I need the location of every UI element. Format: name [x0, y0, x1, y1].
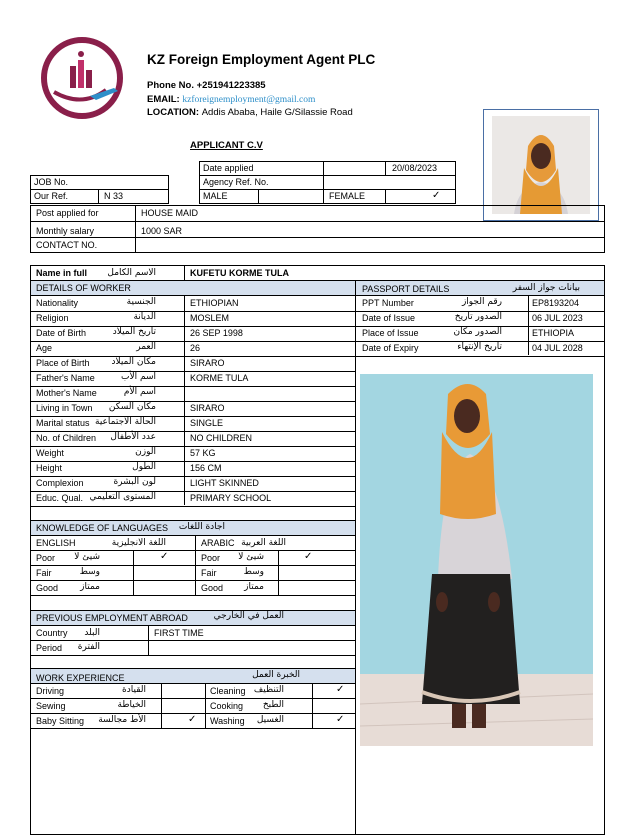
detail-label-ar: لون البشرة	[113, 477, 156, 487]
detail-value: 57 KG	[190, 448, 216, 458]
passport-heading-ar: بيانات جواز السفر	[512, 283, 580, 293]
passport-value: 06 JUL 2023	[532, 313, 583, 323]
detail-label-ar: مكان السكن	[108, 402, 156, 412]
passport-label: Date of Expiry	[362, 343, 419, 353]
passport-label: PPT Number	[362, 298, 414, 308]
country-label-ar: البلد	[84, 628, 100, 638]
detail-label: Living in Town	[36, 403, 93, 413]
female-checkmark: ✓	[432, 190, 441, 201]
agency-ref-label: Agency Ref. No.	[203, 177, 269, 187]
languages-heading: KNOWLEDGE OF LANGUAGES	[36, 523, 169, 533]
detail-label-ar: العمر	[136, 342, 156, 352]
detail-label: Mother's Name	[36, 388, 97, 398]
detail-value: ETHIOPIAN	[190, 298, 239, 308]
work-left-checkmark: ✓	[188, 714, 197, 725]
language-level-label: Poor	[201, 553, 221, 563]
language-level-ar: شيئ لا	[238, 552, 264, 562]
work-left-ar: الأط مجالسة	[98, 715, 146, 725]
work-right-label: Cleaning	[210, 686, 246, 696]
detail-value: SIRARO	[190, 358, 225, 368]
period-label-ar: الفترة	[77, 642, 100, 652]
passport-label: Place of Issue	[362, 328, 419, 338]
gender-row-box	[199, 189, 456, 204]
detail-label: Weight	[36, 448, 64, 458]
work-right-ar: الطبخ	[262, 700, 284, 710]
post-applied-value: HOUSE MAID	[141, 208, 199, 218]
detail-label-ar: عدد الأطفال	[110, 432, 156, 442]
language-level-ar: ممتاز	[80, 582, 100, 592]
detail-col-divider	[184, 295, 185, 505]
location-value: Addis Ababa, Haile G/Silassie Road	[201, 107, 353, 118]
detail-label-ar: المستوى التعليمي	[89, 492, 156, 502]
passport-label-ar: الصدور تاريخ	[454, 312, 502, 322]
passport-value: 04 JUL 2028	[532, 343, 583, 353]
english-label: ENGLISH	[36, 538, 76, 548]
date-applied-value: 20/08/2023	[392, 163, 438, 173]
language-level-ar: شيئ لا	[74, 552, 100, 562]
company-email-line	[147, 94, 315, 105]
company-logo	[40, 36, 124, 120]
detail-value: KORME TULA	[190, 373, 249, 383]
salary-value: 1000 SAR	[141, 226, 183, 236]
language-level-label: Good	[201, 583, 224, 593]
job-no-label: JOB No.	[34, 177, 69, 187]
country-label: Country	[36, 628, 68, 638]
email-link[interactable]: kzforeignemployment@gmail.com	[182, 95, 316, 105]
detail-label-ar: الحالة الاجتماعية	[95, 417, 156, 427]
language-level-label: Fair	[201, 568, 217, 578]
contact-row	[30, 237, 605, 253]
detail-value: PRIMARY SCHOOL	[190, 493, 272, 503]
detail-label-ar: اسم الأب	[121, 372, 156, 382]
work-right-ar: التنظيف	[253, 685, 284, 695]
arabic-checkmark: ✓	[304, 551, 313, 562]
phone-number: +251941223385	[196, 80, 266, 91]
detail-value: 26	[190, 343, 201, 353]
languages-heading-ar: اجادة اللغات	[178, 522, 225, 532]
work-right-ar: الغسيل	[256, 715, 284, 725]
detail-value: 156 CM	[190, 463, 222, 473]
details-heading: DETAILS OF WORKER	[36, 283, 131, 293]
work-left-ar: الخياطة	[117, 700, 146, 710]
passport-heading: PASSPORT DETAILS	[362, 284, 450, 294]
detail-label-ar: الطول	[132, 462, 156, 472]
applicant-photo-full	[360, 374, 593, 746]
language-divider	[30, 595, 355, 596]
language-level-ar: وسط	[243, 567, 264, 577]
document-title: APPLICANT C.V	[190, 140, 263, 151]
work-heading-ar: الخبرة العمل	[252, 670, 300, 680]
our-ref-label: Our Ref.	[34, 191, 69, 201]
work-divider	[30, 713, 355, 714]
name-value: KUFETU KORME TULA	[190, 268, 289, 278]
detail-label: Educ. Qual.	[36, 493, 84, 503]
salary-row	[30, 221, 605, 238]
female-label: FEMALE	[329, 191, 366, 201]
country-value: FIRST TIME	[154, 628, 204, 638]
language-level-label: Poor	[36, 553, 56, 563]
period-label: Period	[36, 643, 63, 653]
work-right-label: Washing	[210, 716, 245, 726]
detail-label: Marital status	[36, 418, 90, 428]
passport-label-ar: تاريخ الإنتهاء	[457, 342, 502, 352]
passport-value: EP8193204	[532, 298, 580, 308]
detail-label: Complexion	[36, 478, 84, 488]
name-label: Name in full	[36, 268, 88, 278]
company-name: KZ Foreign Employment Agent PLC	[147, 52, 376, 67]
contact-label: CONTACT NO.	[36, 240, 98, 250]
detail-label-ar: الديانة	[133, 312, 156, 322]
detail-label: Date of Birth	[36, 328, 87, 338]
work-right-label: Cooking	[210, 701, 244, 711]
detail-label-ar: الوزن	[135, 447, 156, 457]
detail-value: SIRARO	[190, 403, 225, 413]
language-level-ar: ممتاز	[244, 582, 264, 592]
work-left-label: Baby Sitting	[36, 716, 85, 726]
detail-label: Age	[36, 343, 53, 353]
work-heading: WORK EXPERIENCE	[36, 673, 125, 683]
our-ref-value: N 33	[104, 191, 124, 201]
male-label: MALE	[203, 191, 228, 201]
date-applied-label: Date applied	[203, 163, 254, 173]
language-divider	[30, 565, 355, 566]
detail-label: Nationality	[36, 298, 79, 308]
detail-divider	[30, 506, 355, 507]
passport-col-divider	[528, 295, 529, 355]
passport-divider	[355, 356, 605, 357]
detail-label-ar: اسم الأم	[123, 387, 156, 397]
detail-value: MOSLEM	[190, 313, 230, 323]
email-label: EMAIL:	[147, 94, 183, 105]
previous-heading-ar: العمل في الخارجي	[213, 611, 284, 621]
detail-label: Place of Birth	[36, 358, 90, 368]
work-left-label: Driving	[36, 686, 65, 696]
work-left-label: Sewing	[36, 701, 66, 711]
arabic-label: ARABIC	[201, 538, 235, 548]
passport-value: ETHIOPIA	[532, 328, 575, 338]
detail-label-ar: الجنسية	[126, 297, 156, 307]
language-level-ar: وسط	[79, 567, 100, 577]
detail-label: Height	[36, 463, 63, 473]
language-level-label: Fair	[36, 568, 52, 578]
passport-label: Date of Issue	[362, 313, 416, 323]
language-divider	[30, 580, 355, 581]
detail-value: NO CHILDREN	[190, 433, 253, 443]
work-left-ar: القيادة	[122, 685, 146, 695]
detail-label: Father's Name	[36, 373, 95, 383]
detail-label: No. of Children	[36, 433, 97, 443]
language-level-label: Good	[36, 583, 59, 593]
english-label-ar: اللغة الانجليزية	[111, 538, 166, 548]
company-location-line	[147, 107, 353, 118]
post-applied-label: Post applied for	[36, 208, 99, 218]
english-checkmark: ✓	[160, 551, 169, 562]
detail-label: Religion	[36, 313, 69, 323]
detail-label-ar: مكان الميلاد	[111, 357, 156, 367]
detail-value: SINGLE	[190, 418, 224, 428]
passport-label-ar: الصدور مكان	[453, 327, 502, 337]
work-divider	[30, 728, 355, 729]
detail-value: 26 SEP 1998	[190, 328, 243, 338]
arabic-label-ar: اللغة العربية	[241, 538, 286, 548]
detail-label-ar: تاريخ الميلاد	[112, 327, 156, 337]
post-applied-row	[30, 205, 605, 222]
passport-label-ar: رقم الجواز	[461, 297, 502, 307]
work-right-checkmark: ✓	[336, 684, 345, 695]
detail-value: LIGHT SKINNED	[190, 478, 259, 488]
name-label-ar: الاسم الكامل	[107, 268, 156, 278]
previous-heading: PREVIOUS EMPLOYMENT ABROAD	[36, 613, 188, 623]
work-right-checkmark: ✓	[336, 714, 345, 725]
salary-label: Monthly salary	[36, 226, 95, 236]
location-label: LOCATION:	[147, 107, 202, 118]
work-divider	[30, 698, 355, 699]
company-phone-line	[147, 80, 266, 91]
phone-label: Phone No.	[147, 80, 197, 91]
